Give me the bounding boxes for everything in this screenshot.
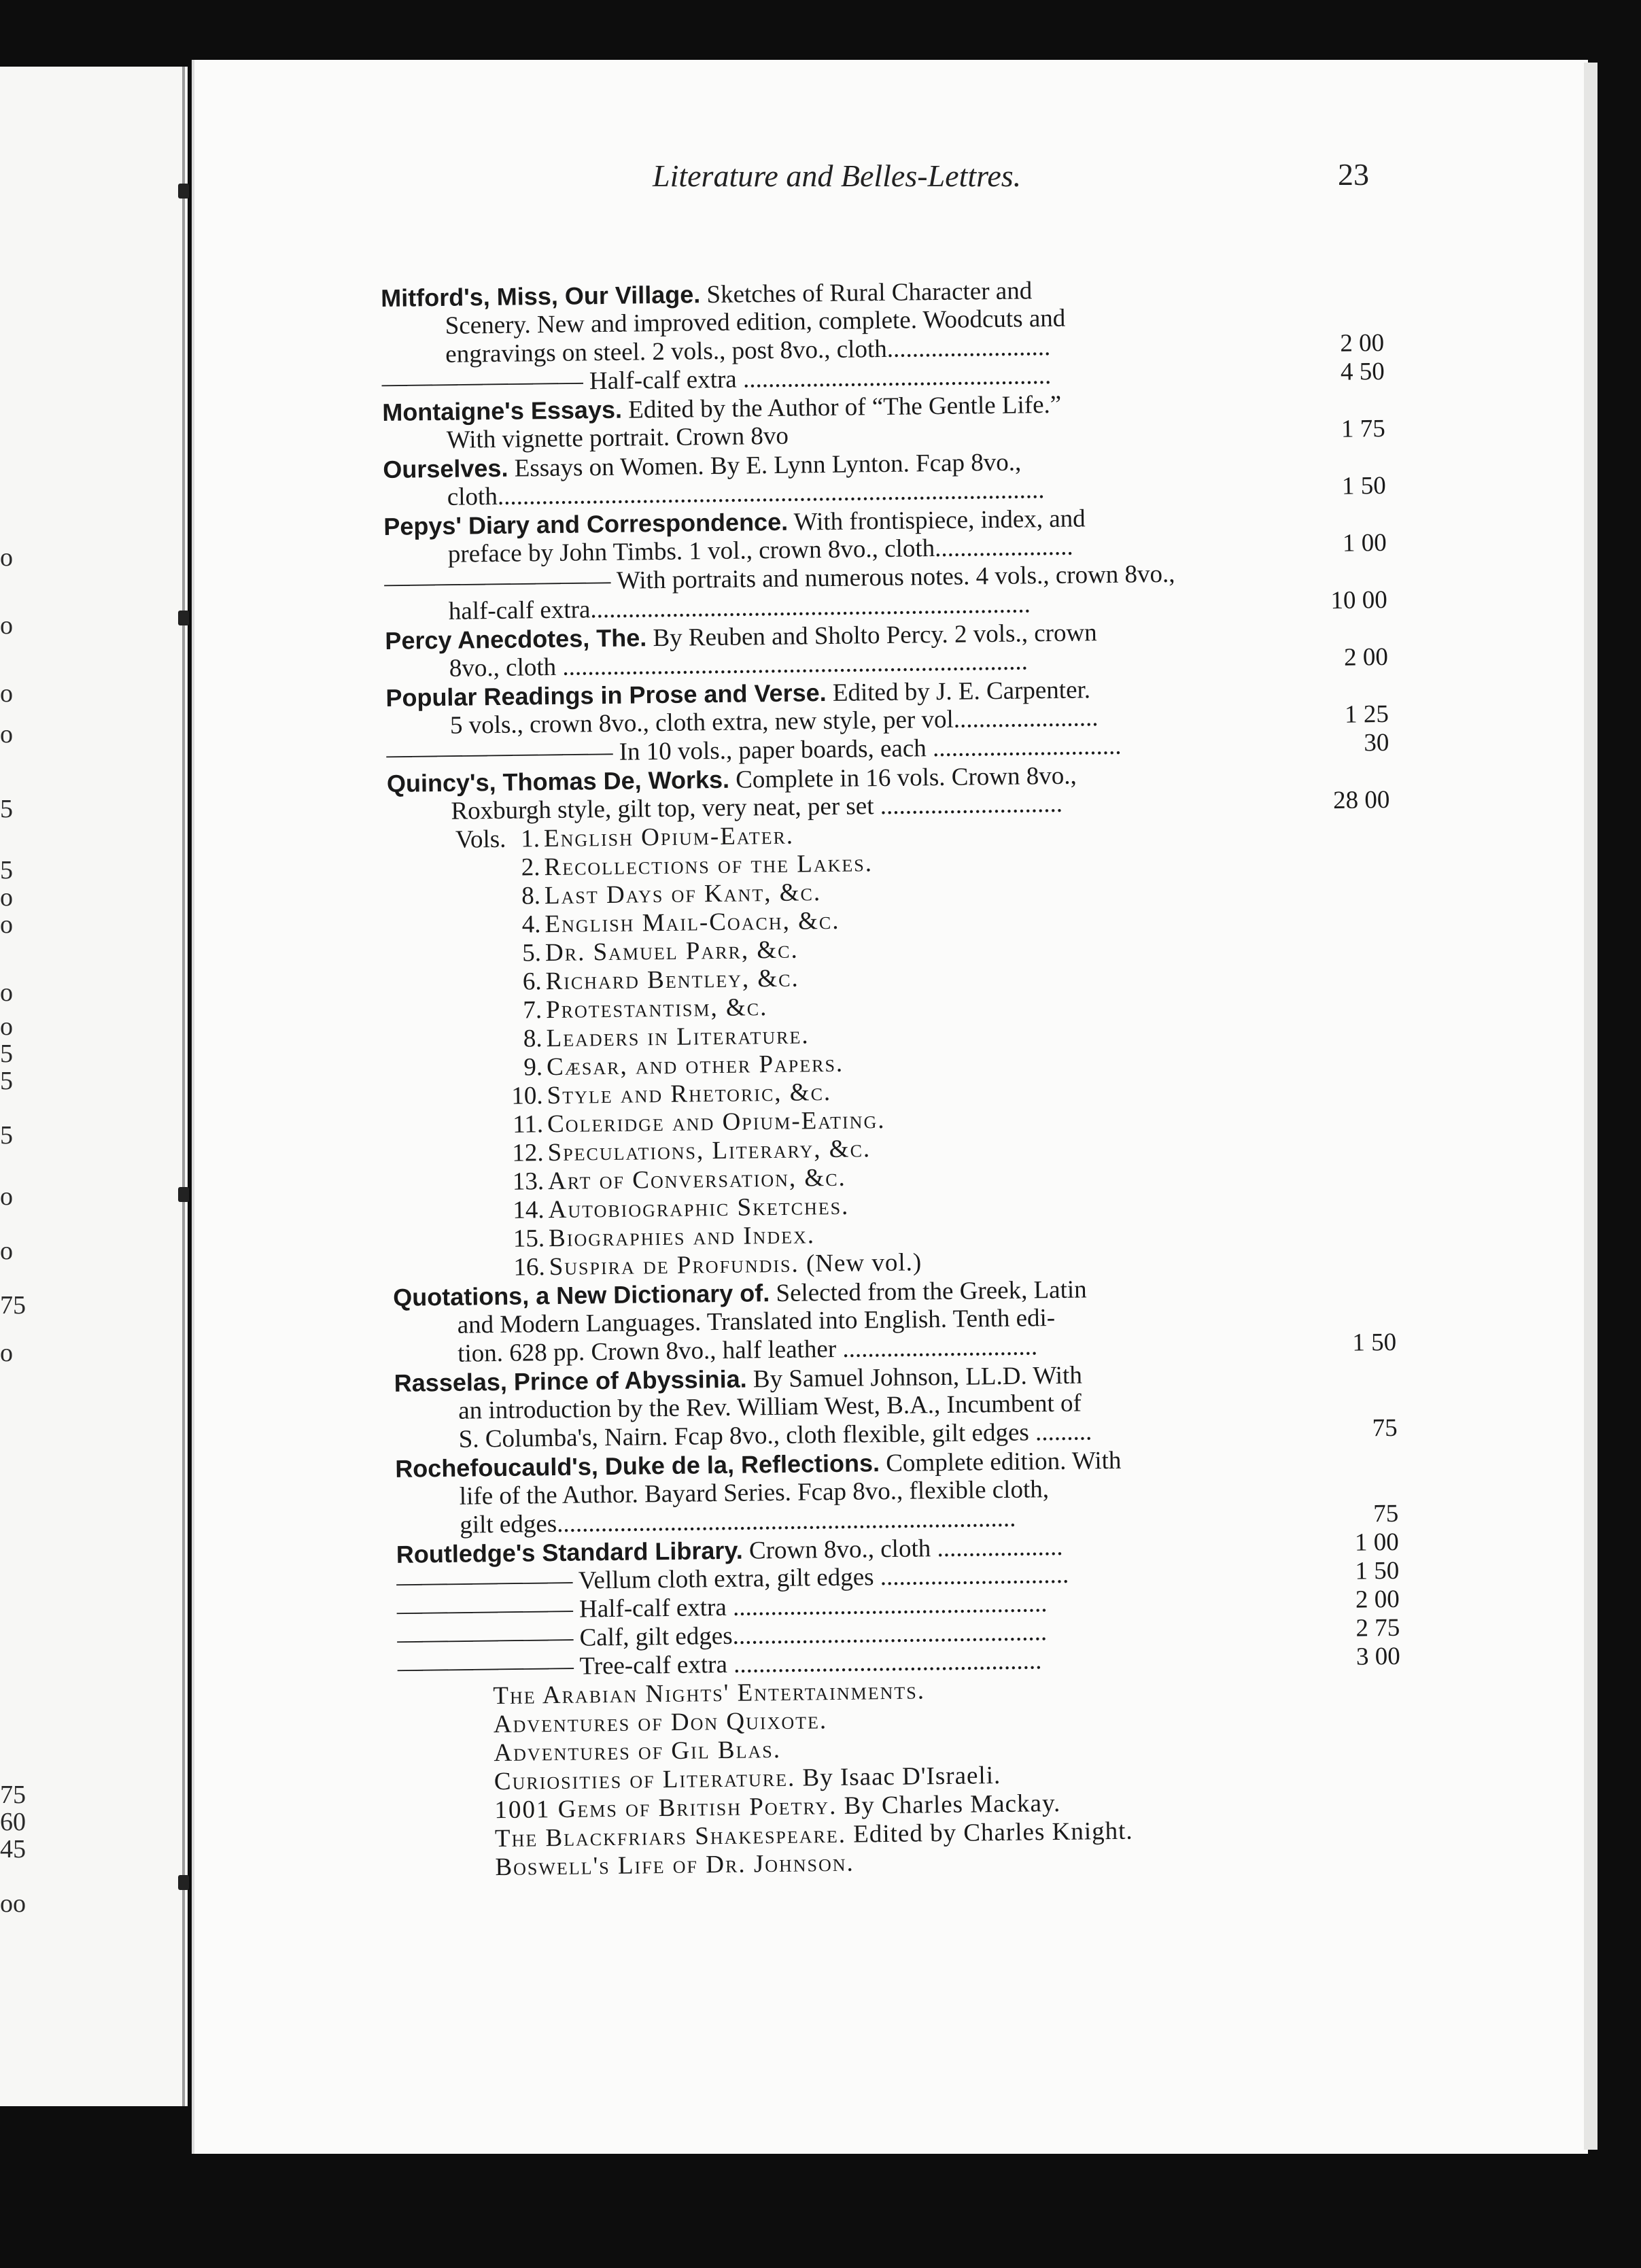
volume-number: 8. [523, 1025, 542, 1053]
volume-title: Suspira de Profundis. [549, 1250, 799, 1282]
entry-title: Mitford's, Miss, Our Village. [381, 280, 701, 312]
book-gutter [182, 67, 185, 2106]
entry-title: Pepys' Diary and Correspondence. [383, 507, 789, 540]
volume-title: Recollections of the Lakes. [544, 849, 874, 882]
series-title: Boswell's Life of Dr. Johnson. [495, 1849, 855, 1882]
entry-price: 1 50 [1352, 1328, 1397, 1357]
left-page-fragment: 5 [0, 1121, 13, 1150]
entry-text [447, 422, 789, 455]
entry-description: Essays on Women. By E. Lynn Lynton. Fcap 8vo., [508, 448, 1022, 483]
left-page-fragment: o [0, 1339, 13, 1367]
series-title: The Arabian Nights' Entertainments. [493, 1677, 926, 1711]
entry-title: Rasselas, Prince of Abyssinia. [394, 1364, 747, 1397]
entry-description: ——————— Vellum cloth extra, gilt edges .............................. [396, 1560, 1069, 1597]
entry-description: S. Columba's, Nairn. Fcap 8vo., cloth flexible, gilt edges ......... [458, 1418, 1092, 1454]
entry-title: Quincy's, Thomas De, Works. [386, 765, 730, 797]
entry-description: With vignette portrait. Crown 8vo [446, 422, 789, 454]
volume-text [547, 1106, 886, 1139]
left-page-fragment: 5 [0, 1067, 13, 1095]
entry-description: ————————— With portraits and numerous notes. 4 vols., crown 8vo., [384, 560, 1175, 598]
entry-description: By Samuel Johnson, LL.D. With [746, 1361, 1083, 1394]
entry-description: Edited by the Author of “The Gentle Life.” [621, 390, 1062, 424]
entry-price: 30 [1364, 728, 1389, 757]
volume-text [545, 965, 799, 997]
series-text [494, 1736, 781, 1768]
volume-text [545, 936, 799, 968]
entry-title: Quotations, a New Dictionary of. [392, 1279, 770, 1311]
volume-title: Leaders in Literature. [546, 1021, 810, 1053]
entry-description: ——————— Tree-calf extra ................................................. [397, 1647, 1042, 1683]
entry-price: 2 00 [1355, 1585, 1400, 1614]
volume-number: 1. [520, 825, 540, 853]
entry-description: ————————— In 10 vols., paper boards, each .............................. [386, 732, 1122, 769]
entry-price: 1 25 [1344, 700, 1389, 729]
left-page-edge [0, 67, 188, 2106]
left-page-fragment: o [0, 883, 13, 912]
entry-price: 1 00 [1342, 528, 1387, 557]
left-page-fragment: o [0, 978, 13, 1007]
entry-description: Complete in 16 vols. Crown 8vo., [729, 761, 1077, 794]
left-page-fragment: o [0, 679, 13, 708]
entry-description: ——————— Calf, gilt edges.................................................. [397, 1618, 1048, 1654]
series-title: The Blackfriars Shakespeare. [494, 1820, 847, 1853]
entry-description: cloth....................................................................................... [447, 476, 1045, 511]
entry-description: ——————— Half-calf extra .................................................. [396, 1590, 1048, 1626]
page-edge [1584, 63, 1597, 2150]
entry-price: 28 00 [1332, 785, 1390, 814]
left-page-fragment: o [0, 910, 13, 939]
entry-title: Percy Anecdotes, The. [385, 623, 647, 655]
volume-text [545, 907, 840, 939]
series-note: By Isaac D'Israeli. [795, 1762, 1001, 1792]
entry-description: Scenery. New and improved edition, complete. Woodcuts and [445, 304, 1066, 340]
entry-description: half-calf extra...................................................................... [448, 590, 1031, 625]
volume-title: Style and Rhetoric, &c. [547, 1078, 832, 1110]
volume-number: 8. [521, 882, 541, 910]
series-title: Adventures of Gil Blas. [494, 1735, 782, 1768]
entry-description: Crown 8vo., cloth .................... [742, 1532, 1063, 1565]
binding-stitch [178, 1187, 189, 1202]
left-page-fragment: 45 [0, 1835, 26, 1863]
entry-description: Roxburgh style, gilt top, very neat, per set ............................. [451, 789, 1063, 825]
page-number: 23 [1338, 157, 1369, 192]
volume-number: 5. [522, 939, 542, 967]
entry-description: an introduction by the Rev. William West, B.A., Incumbent of [458, 1389, 1082, 1425]
volume-number: 2. [521, 853, 540, 882]
running-head: Literature and Belles-Lettres. [653, 158, 1022, 193]
volume-title: Art of Conversation, &c. [547, 1163, 847, 1196]
volume-title: Autobiographic Sketches. [548, 1192, 850, 1224]
volume-text [546, 993, 768, 1025]
left-page-fragment: o [0, 1237, 13, 1265]
volume-number: 6. [522, 967, 542, 996]
entry-price: 75 [1372, 1413, 1398, 1443]
entry-price: 1 75 [1341, 414, 1385, 443]
left-page-fragment: 60 [0, 1808, 26, 1836]
series-text [495, 1849, 854, 1882]
entry-description: life of the Author. Bayard Series. Fcap 8vo., flexible cloth, [459, 1475, 1050, 1511]
volume-note: (New vol.) [799, 1248, 922, 1278]
entry-title: Rochefoucauld's, Duke de la, Reflections. [395, 1449, 880, 1483]
entry-price: 1 00 [1354, 1528, 1399, 1557]
volume-title: English Mail-Coach, &c. [545, 906, 840, 939]
catalog-list [381, 272, 1400, 1883]
volume-title: Speculations, Literary, &c. [547, 1135, 871, 1167]
volume-text [549, 1221, 815, 1253]
volume-number: 12. [512, 1139, 544, 1167]
vols-label: Vols. [455, 825, 506, 854]
series-text [494, 1706, 828, 1739]
volume-title: Last Days of Kant, &c. [544, 878, 822, 910]
entry-price: 2 00 [1340, 328, 1385, 358]
entry-description: 8vo., cloth .......................................................................... [449, 647, 1029, 683]
volume-text [546, 1021, 810, 1053]
volume-text [548, 1192, 849, 1224]
entry-price: 2 00 [1343, 642, 1389, 672]
volume-title: Protestantism, &c. [545, 993, 768, 1025]
volume-text [545, 878, 822, 910]
entry-price: 1 50 [1341, 471, 1386, 500]
left-page-fragment: o [0, 611, 13, 640]
left-page-fragment: 75 [0, 1781, 26, 1809]
volume-number: 7. [523, 996, 542, 1025]
volume-text [547, 1135, 871, 1167]
volume-text [544, 822, 795, 853]
volume-number: 13. [512, 1167, 545, 1196]
entry-description: 5 vols., crown 8vo., cloth extra, new style, per vol....................... [449, 704, 1099, 740]
series-note: By Charles Mackay. [837, 1789, 1061, 1820]
entry-title: Ourselves. [383, 453, 508, 483]
volume-title: Cæsar, and other Papers. [546, 1049, 844, 1082]
volume-text [547, 1050, 844, 1082]
left-page-fragment: 5 [0, 795, 13, 823]
left-page-fragment: o [0, 1182, 13, 1211]
volume-text [547, 1078, 831, 1110]
entry-price: 4 50 [1340, 357, 1385, 386]
entry-description: By Reuben and Sholto Percy. 2 vols., crown [646, 619, 1097, 653]
entry-description: Sketches of Rural Character and [699, 277, 1033, 309]
entry-description: Selected from the Greek, Latin [769, 1275, 1087, 1308]
volume-number: 4. [521, 910, 541, 939]
entry-description: With frontispiece, index, and [787, 504, 1086, 536]
volume-number: 11. [512, 1110, 544, 1139]
left-page-fragment: oo [0, 1889, 26, 1918]
volume-text [544, 849, 873, 882]
volume-number: 10. [511, 1082, 543, 1110]
volume-text [548, 1164, 846, 1196]
volume-title: Coleridge and Opium-Eating. [547, 1106, 886, 1139]
volume-number: 15. [513, 1224, 545, 1253]
series-title: Adventures of Don Quixote. [493, 1706, 828, 1739]
left-page-fragment: 75 [0, 1291, 26, 1320]
volume-number: 16. [513, 1253, 545, 1282]
entry-description: engravings on steel. 2 vols., post 8vo., cloth.......................... [445, 332, 1051, 368]
entry-price: 1 50 [1355, 1556, 1400, 1585]
entry-description: and Modern Languages. Translated into English. Tenth edi- [457, 1303, 1056, 1339]
volume-number: 14. [513, 1196, 545, 1224]
left-page-fragment: o [0, 1012, 13, 1041]
left-page-fragment: o [0, 720, 13, 749]
binding-stitch [178, 1875, 189, 1890]
entry-description: tion. 628 pp. Crown 8vo., half leather ............................... [457, 1333, 1038, 1368]
entry-price: 75 [1372, 1499, 1399, 1528]
volume-text [549, 1248, 922, 1282]
entry-title: Routledge's Standard Library. [396, 1536, 744, 1568]
left-page-fragment: 5 [0, 1040, 13, 1068]
volume-title: English Opium-Eater. [543, 821, 795, 853]
entry-description: gilt edges......................................................................... [460, 1504, 1016, 1539]
volume-number: 9. [523, 1053, 543, 1082]
entry-price: 2 75 [1355, 1613, 1400, 1643]
volume-title: Richard Bentley, &c. [545, 964, 800, 996]
left-page-fragment: o [0, 543, 13, 572]
entry-title: Popular Readings in Prose and Verse. [385, 678, 827, 712]
left-page-fragment: 5 [0, 856, 13, 884]
binding-stitch [178, 611, 189, 625]
entry-price: 3 00 [1355, 1642, 1401, 1671]
entry-title: Montaigne's Essays. [382, 395, 623, 426]
series-title: Curiosities of Literature. [494, 1764, 796, 1796]
entry-description: Complete edition. With [879, 1446, 1122, 1478]
volume-title: Biographies and Index. [548, 1221, 816, 1253]
entry-description: preface by John Timbs. 1 vol., crown 8vo., cloth...................... [447, 532, 1073, 568]
series-title: 1001 Gems of British Poetry. [494, 1791, 837, 1825]
entry-description: Edited by J. E. Carpenter. [826, 676, 1091, 708]
entry-description: ———————— Half-calf extra ................................................. [381, 361, 1052, 398]
volume-title: Dr. Samuel Parr, &c. [545, 935, 799, 967]
series-note: Edited by Charles Knight. [846, 1817, 1133, 1849]
entry-price: 10 00 [1330, 585, 1388, 615]
binding-stitch [178, 184, 189, 199]
